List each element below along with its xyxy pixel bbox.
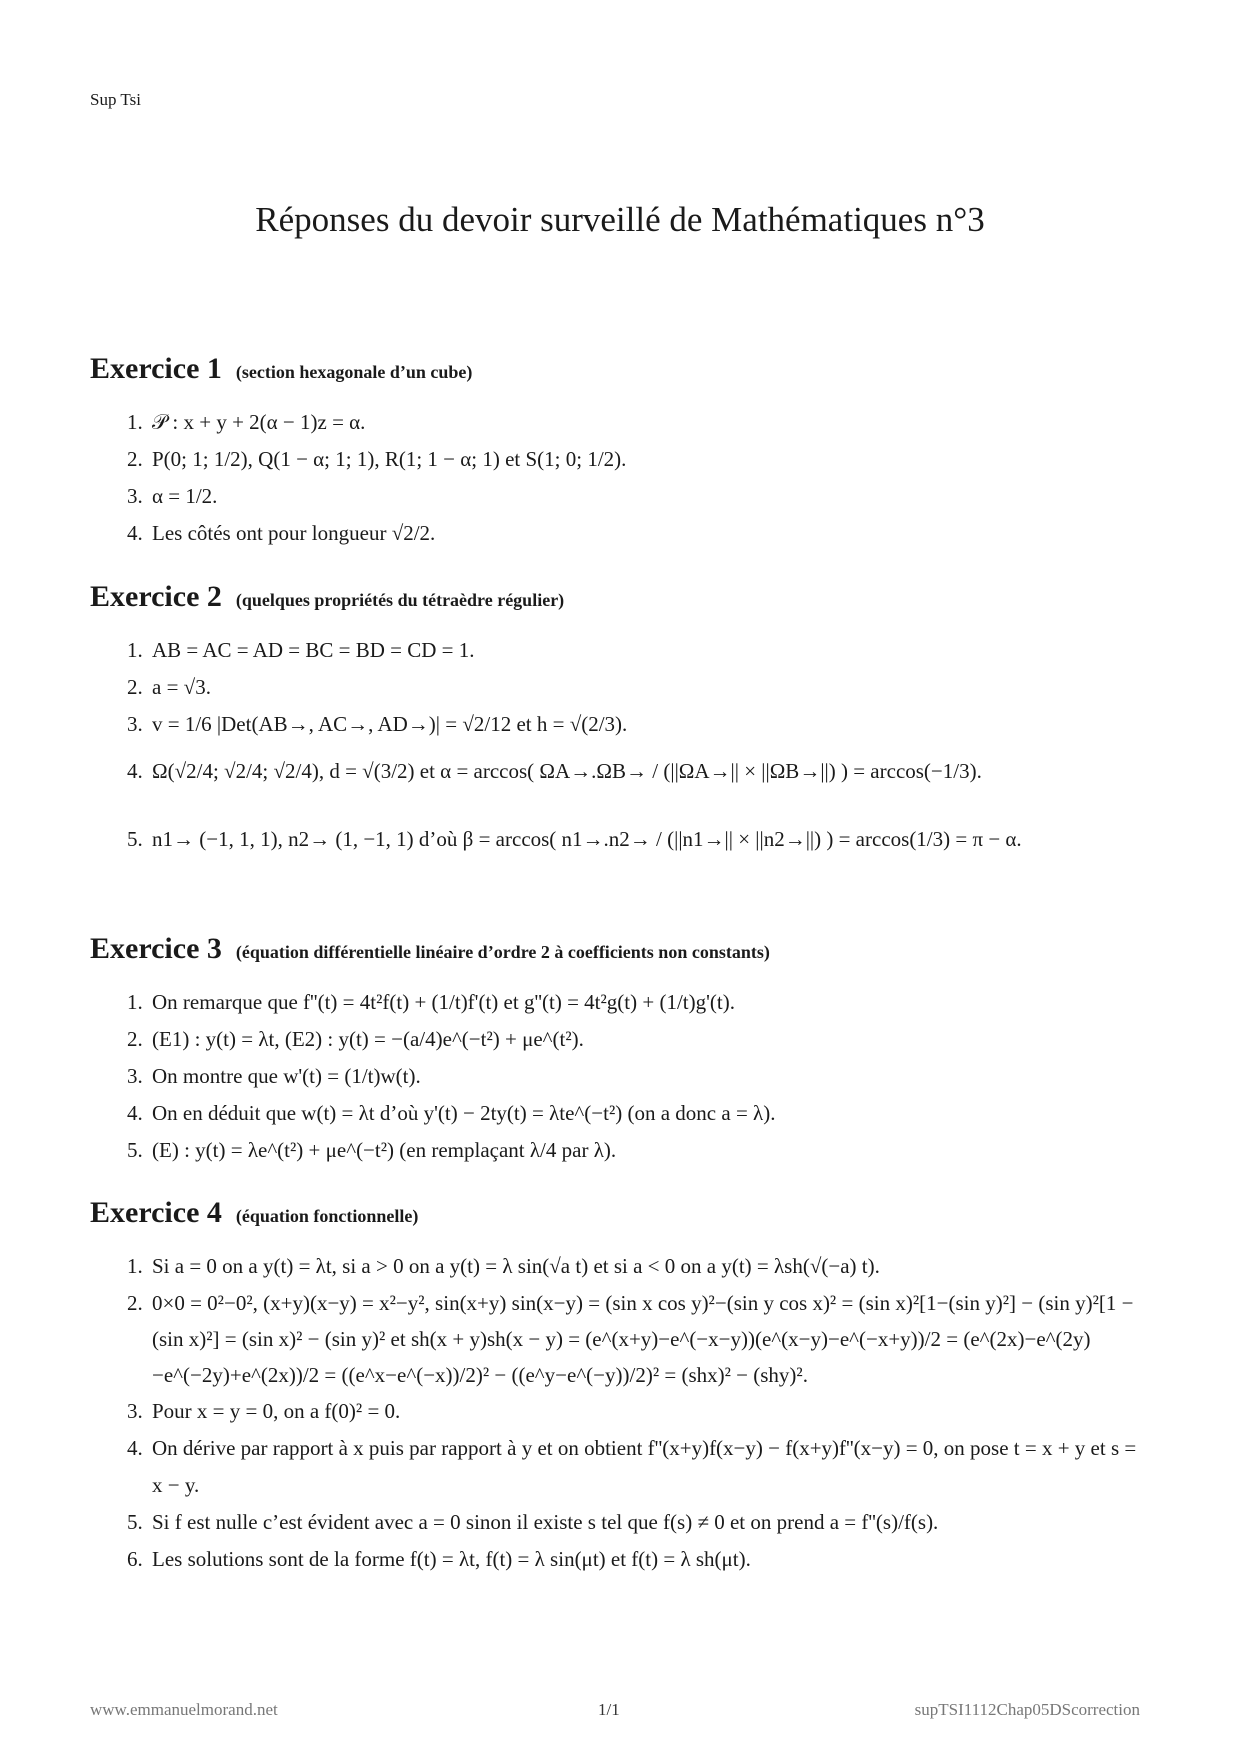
answer-item: 2. a = √3. xyxy=(148,669,1150,706)
answer-item: 2. (E1) : y(t) = λt, (E2) : y(t) = −(a/4)e^(−t²) + μe^(t²). xyxy=(148,1021,1150,1058)
answer-item: 5. n1→ (−1, 1, 1), n2→ (1, −1, 1) d’où β = arccos( n1→.n2→ / (||n1→|| × ||n2→||) ) = arccos(1/3) = π − α. xyxy=(148,799,1150,879)
exercise-heading: Exercice 1 xyxy=(90,352,222,385)
exercise-4 xyxy=(90,1196,1150,1578)
exercise-heading: Exercice 3 xyxy=(90,932,222,965)
exercise-2 xyxy=(90,580,1150,879)
answer-item: 4. On en déduit que w(t) = λt d’où y'(t) − 2ty(t) = λte^(−t²) (on a donc a = λ). xyxy=(148,1095,1150,1132)
answer-item: 3. Pour x = y = 0, on a f(0)² = 0. xyxy=(148,1393,1150,1430)
answer-item: 5. (E) : y(t) = λe^(t²) + μe^(−t²) (en remplaçant λ/4 par λ). xyxy=(148,1132,1150,1169)
footer-document-id: supTSI1112Chap05DScorrection xyxy=(914,1700,1140,1719)
answer-item: 1. Si a = 0 on a y(t) = λt, si a > 0 on a y(t) = λ sin(√a t) et si a < 0 on a y(t) = λsh(√(−a) t). xyxy=(148,1248,1150,1285)
answer-item: 6. Les solutions sont de la forme f(t) = λt, f(t) = λ sin(μt) et f(t) = λ sh(μt). xyxy=(148,1541,1150,1578)
answer-item: 2. P(0; 1; 1/2), Q(1 − α; 1; 1), R(1; 1 − α; 1) et S(1; 0; 1/2). xyxy=(148,441,1150,478)
answer-item: 2. 0×0 = 0²−0², (x+y)(x−y) = x²−y², sin(x+y) sin(x−y) = (sin x cos y)²−(sin y cos x)² = (sin x)²[1−(sin y)²] − (sin y)²[1 − (sin x)²] = (sin x)² − (sin y)² et sh(x + y)sh(x − y) = (e^(x+y)−e^(−x−y))(e^(x−y)−e^(−x+y))/2 = (e^(2x)−e^(2y)−e^(−2y)+e^(2x))/2 = ((e^x−e^(−x))/2)² − ((e^y−e^(−y))/2)² = (shx)² − (shy)². xyxy=(148,1285,1150,1393)
page-title: Réponses du devoir surveillé de Mathématiques n°3 xyxy=(255,200,985,239)
footer-page-number: 1/1 xyxy=(598,1700,620,1719)
exercise-heading: Exercice 4 xyxy=(90,1196,222,1229)
answer-item: 1. On remarque que f''(t) = 4t²f(t) + (1/t)f'(t) et g''(t) = 4t²g(t) + (1/t)g'(t). xyxy=(148,984,1150,1021)
exercise-subtitle: (section hexagonale d’un cube) xyxy=(235,362,473,382)
header-course-label: Sup Tsi xyxy=(90,90,141,109)
answer-item: 4. Les côtés ont pour longueur √2/2. xyxy=(148,515,1150,552)
answer-item: 4. Ω(√2/4; √2/4; √2/4), d = √(3/2) et α = arccos( ΩA→.ΩB→ / (||ΩA→|| × ||ΩB→||) ) = arccos(−1/3). xyxy=(148,743,1150,799)
answer-item: 3. α = 1/2. xyxy=(148,478,1150,515)
answer-item: 1. 𝒫 : x + y + 2(α − 1)z = α. xyxy=(148,404,1150,441)
answer-item: 4. On dérive par rapport à x puis par rapport à y et on obtient f''(x+y)f(x−y) − f(x+y)f''(x−y) = 0, on pose t = x + y et s = x − y. xyxy=(148,1430,1150,1504)
exercise-subtitle: (quelques propriétés du tétraèdre régulier) xyxy=(235,590,565,610)
footer-website: www.emmanuelmorand.net xyxy=(90,1700,278,1719)
answer-item: 3. On montre que w'(t) = (1/t)w(t). xyxy=(148,1058,1150,1095)
exercise-1 xyxy=(90,352,1150,552)
exercise-heading: Exercice 2 xyxy=(90,580,222,613)
answer-item: 5. Si f est nulle c’est évident avec a = 0 sinon il existe s tel que f(s) ≠ 0 et on prend a = f''(s)/f(s). xyxy=(148,1504,1150,1541)
answer-item: 3. v = 1/6 |Det(AB→, AC→, AD→)| = √2/12 et h = √(2/3). xyxy=(148,706,1150,743)
exercise-subtitle: (équation fonctionnelle) xyxy=(235,1206,419,1226)
answer-item: 1. AB = AC = AD = BC = BD = CD = 1. xyxy=(148,632,1150,669)
exercise-3 xyxy=(90,932,1150,1169)
exercise-subtitle: (équation différentielle linéaire d’ordre 2 à coefficients non constants) xyxy=(235,942,770,962)
